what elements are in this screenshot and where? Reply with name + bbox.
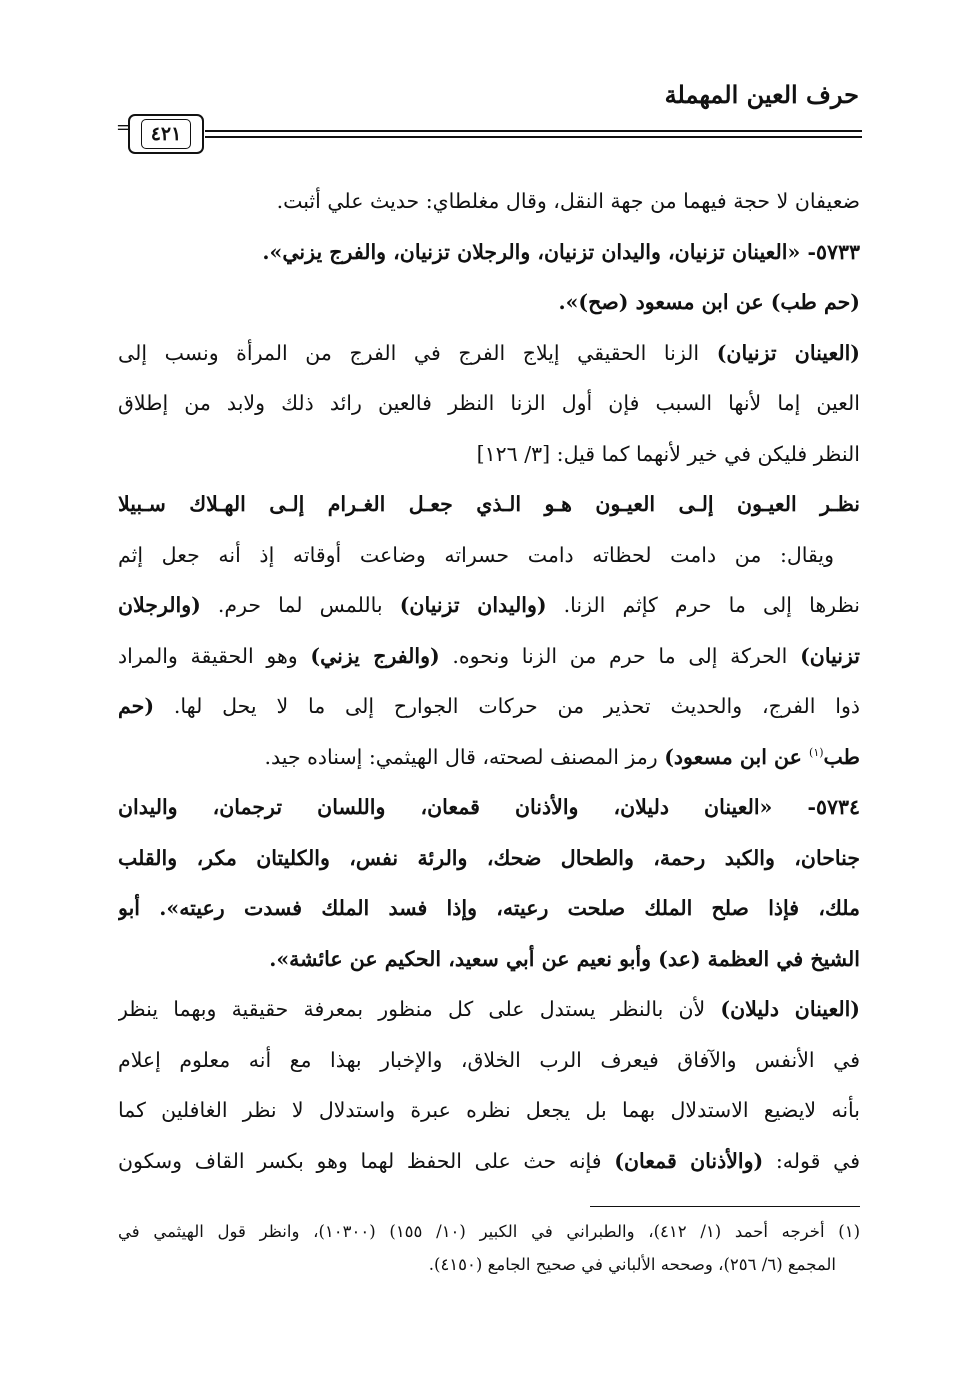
text-span: في الأنفس والآفاق فيعرف الرب الخلاق، والإخبار بهذا مع أنه معلوم إعلام	[118, 1047, 860, 1072]
bold-text: جناحان، والكبد رحمة، والطحال ضحك، والرئة نفس، والكليتان مكر، والقلب	[118, 845, 860, 870]
text-line	[118, 681, 860, 732]
text-span: فإنه حث على الحفظ لهما وهو بكسر القاف وسكون	[118, 1148, 615, 1173]
page-number: ٤٢١	[141, 119, 192, 149]
page-number-frame	[128, 114, 204, 154]
text-span: ذوا الفرج، والحديث تحذير من حركات الجوارح إلى ما لا يحل لها.	[154, 694, 860, 718]
text-line	[118, 328, 860, 379]
bold-text: ٥٧٣٣- «العينان تزنيان، واليدان تزنيان، والرجلان تزنيان، والفرج يزني».	[262, 239, 860, 264]
text-line	[118, 378, 860, 429]
bold-text: (حم طب) عن ابن مسعود (صح)».	[558, 290, 860, 314]
text-line	[118, 732, 860, 783]
footnote-ref: (١)	[809, 745, 824, 759]
text-line	[118, 227, 860, 278]
bold-text: (والفرج يزني)	[310, 643, 440, 668]
bold-text: ملك، فإذا صلح الملك صلحت رعيته، وإذا فسد الملك فسدت رعيته». أبو	[118, 896, 860, 920]
text-span: ضعيفان لا حجة فيهما من جهة النقل، وقال مغلطاي: حديث علي أثبت.	[276, 189, 860, 213]
footnote-rule	[590, 1206, 860, 1207]
text-line	[118, 782, 860, 833]
text-line	[118, 631, 860, 682]
text-span: بأنه لايضيع الاستدلال بهما بل يجعل نظره عبرة واستدلال لا نظر الغافلين كما	[118, 1098, 860, 1122]
footnote-line: (١) أخرجه أحمد (١/ ٤١٢)، والطبراني في الكبير (١٠/ ١٥٥) (١٠٣٠٠)، وانظر قول الهيثمي في	[118, 1222, 861, 1241]
bold-text: نظـر العيـون إلـى العيـون هـو الـذي جعـل الغـرام إلـى الهـلاك سـبيلا	[118, 492, 860, 516]
bold-text: تزنيان)	[800, 643, 860, 668]
body-text	[118, 176, 860, 1186]
bold-text: (والأذنان قمعان)	[614, 1148, 764, 1173]
running-title: حرف العين المهملة	[664, 80, 859, 109]
text-span: وهو الحقيقة والمراد	[118, 643, 311, 668]
text-span: باللمس لما حرم.	[200, 593, 400, 617]
text-line	[118, 530, 860, 581]
bold-text: (واليدان تزنيان)	[399, 593, 547, 617]
text-span: الحركة إلى ما حرم من الزنا ونحوه.	[439, 643, 801, 668]
footnote-line: المجمع (٦/ ٢٥٦)، وصححه الألباني في صحيح الجامع (٤١٥٠).	[428, 1255, 836, 1274]
bold-text: عن ابن مسعود)	[664, 744, 810, 769]
text-line	[118, 1136, 860, 1187]
text-line	[118, 176, 860, 227]
poem-verse-line	[118, 479, 860, 530]
text-span: نظرها إلى ما حرم كإثم الزنا.	[546, 593, 860, 617]
text-line	[118, 277, 860, 328]
text-line	[118, 833, 860, 884]
text-line	[118, 429, 860, 480]
bold-text: ٥٧٣٤- «العينان دليلان، والأذنان قمعان، واللسان ترجمان، واليدان	[118, 795, 860, 819]
text-span: في قوله:	[763, 1148, 860, 1173]
text-line	[118, 934, 860, 985]
text-line	[118, 984, 860, 1035]
text-span: النظر فليكن في خير لأنهما كما قيل: [٣/ ١٢٦]	[476, 441, 860, 466]
text-span: الزنا الحقيقي إيلاج الفرج في الفرج من المرأة ونسب إلى	[118, 340, 717, 365]
bold-text: (حم	[118, 694, 155, 718]
text-span: العين إما لأنها السبب فإن أول الزنا النظر فالعين رائد ذلك ولابد من إطلاق	[118, 391, 860, 415]
header-ornament: =	[116, 117, 132, 138]
text-span: ويقال: من دامت لحظاته دامت حسراته وضاعت أوقاته إذ أنه جعل إثم	[118, 542, 834, 567]
text-span: رمز المصنف لصحته، قال الهيثمي: إسناده جيد.	[264, 744, 665, 769]
text-line	[118, 1085, 860, 1136]
header-double-rule	[205, 130, 862, 138]
text-span: لأن بالنظر يستدل على كل منظور بمعرفة حقيقية وبهما ينظر	[118, 997, 721, 1021]
text-line	[118, 883, 860, 934]
bold-text: (والرجلان	[118, 593, 201, 617]
text-line	[118, 580, 860, 631]
text-line	[118, 1035, 860, 1086]
bold-text: (العينان تزنيان)	[716, 340, 860, 365]
bold-text: (العينان دليلان)	[720, 997, 860, 1021]
footnotes	[118, 1215, 860, 1281]
bold-text: الشيخ في العظمة (عد) وأبو نعيم عن أبي سعيد، الحكيم عن عائشة».	[269, 946, 860, 971]
bold-text: طب	[823, 744, 860, 769]
